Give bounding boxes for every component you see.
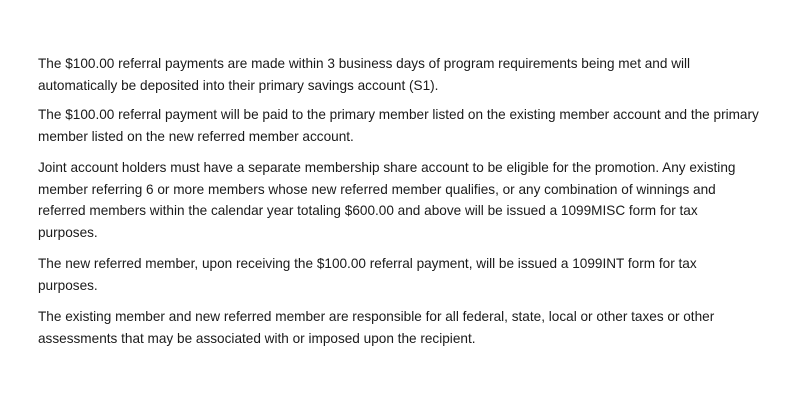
paragraph-tax-responsibility: The existing member and new referred member are responsible for all federal, state, local or other taxes or other assessments that may be associated with or imposed upon the recipient.: [38, 309, 715, 346]
paragraph-1099int: The new referred member, upon receiving the $100.00 referral payment, will be issued a 1099INT form for tax purposes.: [38, 256, 697, 293]
paragraph-joint-account-1099misc: Joint account holders must have a separate membership share account to be eligible for the promotion. Any existing member referring 6 or more members whose new referred member qualifies, or any combination of winnings and referred members within the calendar year totaling $600.00 and above will be issued a 1099MISC form for tax purposes.: [38, 160, 736, 240]
paragraph-referral-payment-timing: The $100.00 referral payments are made within 3 business days of program requirements being met and will automatically be deposited into their primary savings account (S1).: [38, 56, 691, 93]
paragraph-referral-payment-recipients: The $100.00 referral payment will be paid to the primary member listed on the existing member account and the primary member listed on the new referred member account.: [38, 107, 759, 144]
